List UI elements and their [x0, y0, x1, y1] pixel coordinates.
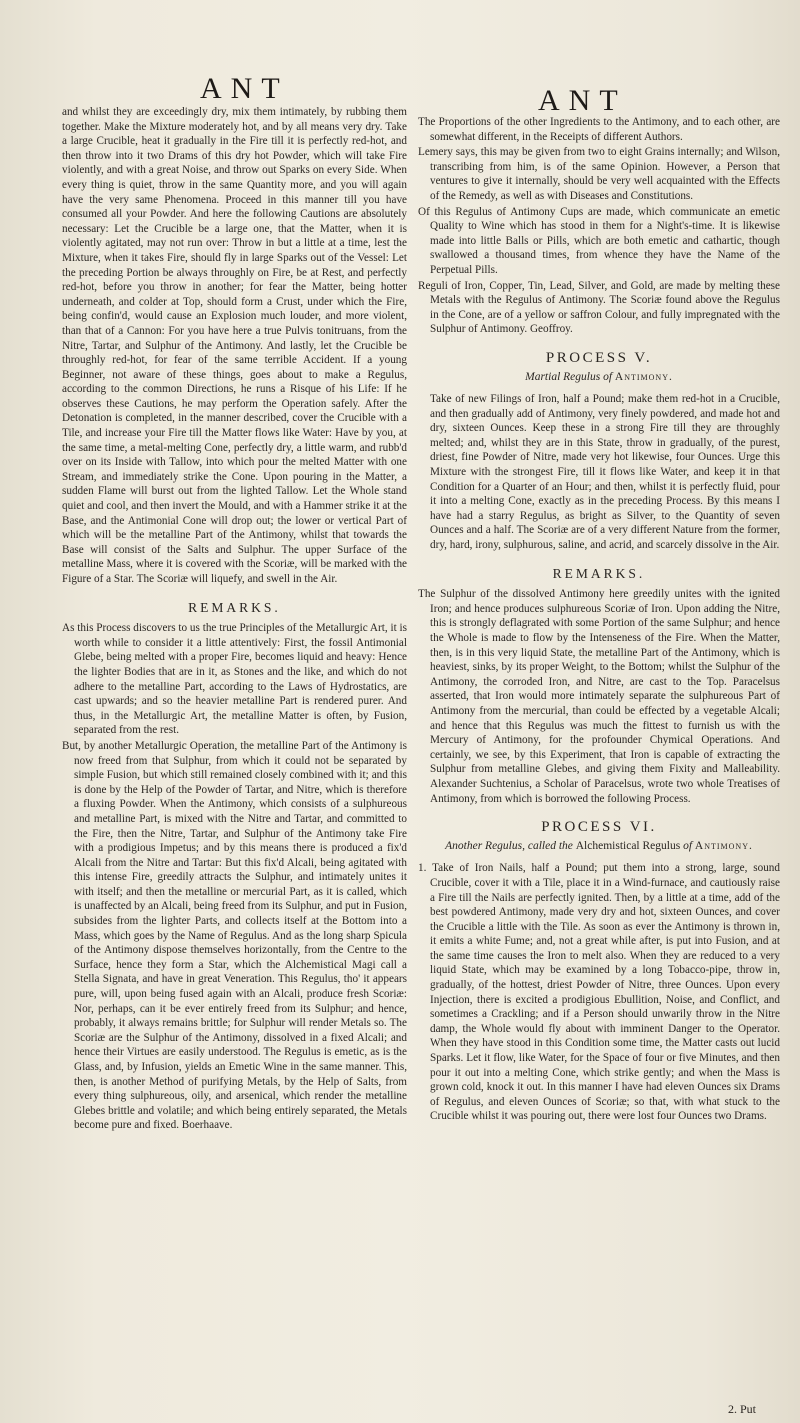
paragraph: Of this Regulus of Antimony Cups are made, which communicate an emetic Quality to Wine which has stood in them for a Night's-time. It is likewise made into little Balls or Pills, which are both emetic and cathartic, though swallowed a thousand times, from whence they have the Name of the Perpetual Pills.	[418, 205, 780, 276]
paragraph: Reguli of Iron, Copper, Tin, Lead, Silver, and Gold, are made by melting these Metals with the Regulus of Antimony. The Scoriæ found above the Regulus in the Cone, are of a yellow or saffron Colour, and fully impregnated with the Sulphur of Antimony. Geoffroy.	[418, 279, 780, 336]
process-6-subtitle-roman: Alchemistical Regulus	[575, 839, 681, 852]
process-5-heading: PROCESS V.	[545, 349, 653, 366]
running-head-right: ANT	[538, 84, 627, 117]
process-6-text: 1. Take of Iron Nails, half a Pound; put them into a strong, large, sound Crucible, cover it with a Tile, place it in a Wind-furnace, and cautiously raise a Fire till the Nails are perfectly ignited. Then, by a little at a time, add of the best powdered Antimony, made very dry and hot, sixteen Ounces, and cover the Crucible a little with the Tile. As soon as ever the Antimony is thrown in, it emits a white Fume; and, not a great while after, is put into Fusion, and at the same time causes the Iron to melt also. When they are reduced to a very liquid State, which may be examined by a long Tobacco-pipe, throw in, gradually, of the hottest, driest Powder of Nitre, three Ounces. Upon every Injection, there is excited a prodigious Ebullition, Noise, and Conflict, and sometimes a Crackling; and if a Person should unwarily throw in the Nitre damp, the Whole would fly about with imminent Danger to the Operator. When they have stood in this Condition some time, the Matter casts out lucid Sparks. Let it flow, like Water, for the Space of four or five Minutes, and then pour it out into a melting Cone, which strike gently; and when the Mass is grown cold, knock it out. In this manner I have had eleven Ounces six Drams of Regulus, and eleven Ounces of Scoriæ; so that, with what stuck to the Crucible whilst it was pouring out, there were lost four Ounces two Drams.	[418, 862, 780, 1123]
process-6-subtitle-text: Another Regulus, called the	[445, 839, 573, 852]
left-column	[62, 105, 407, 1395]
remarks-paragraph: The Sulphur of the dissolved Antimony here greedily unites with the ignited Iron; and hence produces sulphureous Scoriæ of Iron. Upon adding the Nitre, this is strongly deflagrated with some Portion of the same Sulphur; and hence the Whole is made to flow by the Intenseness of the Fire. When the Matter, then, is in this very liquid State, the metalline Part of the Antimony, which is heaviest, sinks, by its proper Weight, to the Bottom; whilst the Sulphur of the Antimony, the corroded Iron, and Nitre, are cast to the Top. Paracelsus asserted, that Iron would more intimately separate the sulphureous Part of Antimony from the mercurial, than could be effected by a vegetable Alcali; and hence that this Regulus was much the fittest to furnish us with the Mercury of Antimony, for the profounder Chymical Operations. And certainly, we see, by this Experiment, that Iron is capable of extracting the Sulphur from metalline Glebes, and giving them Fixity and Malleability. Alexander Suchtenius, a Scholar of Paracelsus, wrote two whole Treatises of Antimony, from which is borrowed the following Process.	[418, 588, 780, 805]
catchword: 2. Put	[727, 1402, 756, 1416]
process-6-heading: PROCESS VI.	[541, 819, 657, 836]
process-continuation: and whilst they are exceedingly dry, mix them intimately, by rubbing them together. Make the Mixture moderately hot, and by all means very dry. Take a large Crucible, heat it gradually in the Fire till it is perfectly red-hot, and then throw into it two Drams of this dry hot Powder, which will take Fire violently, and with a great Noise, and throw out Sparks on every Side. When every thing is quiet, throw in the same Quantity more, and you will again have the very same Phenomena. Proceed in this manner till you have consumed all your Powder. And here the following Cautions are absolutely necessary: Let the Crucible be a large one, that the Matter, when it is violently agitated, may not run over: Throw in but a little at a time, lest the Mixture, when it takes Fire, should fly in large Sparks out of the Vessel: Let the preceding Portion be always throughly on Fire, be at Rest, and perfectly red-hot, before you throw in another; for fear the Matter, being hotter underneath, and colder at Top, should form a Crust, under which the Fire, being confin'd, would cause an Explosion much louder, and more violent, than that of a Cannon: For you have here a true Pulvis tonitruans, from the Nitre, Tartar, and Sulphur of the Antimony. And lastly, let the Crucible be throughly red-hot, for fear of the same terrible Accident. If a young Beginner, not aware of these things, goes about to make a Regulus, according to the common Directions, he runs a Risque of his Life: If he observes these Cautions, he may perform the Operation safely. After the Detonation is completed, in the manner described, cover the Crucible with a Tile, and increase your Fire till the Matter flows like Water: Have by you, at the same time, a metal-melting Cone, perfectly dry, a little warm, and rubb'd over on its Inside with Tallow, into which pour the melted Matter with one Stream, and immediately strike the Cone. Upon pouring in the Matter, a sudden Flame will burst out from the lighted Tallow. Let the Whole stand quiet and cool, and then invert the Mould, and with a Hammer strike it at the Base, and the Antimonial Cone will drop out; the lower or vertical Part of which will be the metalline Part of the Antimony, whilst that towards the Base will consist of the Salts and Sulphur. The upper Surface of the metalline Mass, where it is covered with the Scoriæ, will be marked with the Figure of a Star. The Scoriæ will liquefy, and swell in the Air.	[62, 106, 407, 585]
paragraph: Lemery says, this may be given from two to eight Grains internally; and Wilson, transcribing from him, is of the same Opinion. However, a Person that ventures to give it internally, should be very well acquainted with the Effects of the Remedy, as well as with Diseases and Constitutions.	[418, 146, 780, 202]
process-6-subtitle-of: of	[683, 839, 693, 852]
remarks-paragraph: But, by another Metallurgic Operation, the metalline Part of the Antimony is now freed from that Sulphur, from which it could not be separated by simple Fusion, but which still remained closely combined with it; and this is done by the Help of the Powder of Tartar, and Nitre, which is therefore a fluxing Powder. When the Antimony, which consists of a sulphureous and metalline Part, is mixed with the Nitre and Tartar, and committed to the Fire, then the Nitre, Tartar, and Sulphur of the Antimony take Fire with a prodigious Impetus; and by this means there is produced a fix'd Alcali from the Nitre and Tartar: But this fix'd Alcali, being agitated with this intense Fire, greedily attracts the Sulphur, and intimately unites it with itself; and then the metalline or mercurial Part, as it is called, which is unaffected by an Alcali, being freed from its Sulphur, and put in Fusion, subsides from the lighter Parts, and collects itself at the Bottom into a Mass, which goes by the Name of Regulus. And as the long sharp Spicula of the Antimony dispose themselves horizontally, from the Centre to the Surface, hence they form a Star, which the Alchemistical Magi call a Stella Signata, and have in great Veneration. This Regulus, tho' it appears pure, will, upon being fused again with an Alcali, produce fresh Scoriæ: Nor, perhaps, can it be ever entirely freed from its Sulphur; and hence, probably, it always remains brittle; for Sulphur will render Metals so. The Scoriæ are the Sulphur of the Antimony, dissolved in a fixed Alcali; and hence their Virtues are easily understood. The Regulus is emetic, as is the Glass, and, by Infusion, yields an Emetic Wine in the same manner. This, then, is another Method of purifying Metals, by the Help of Salts, from every thing sulphureous, oily, and arsenical, which render the metalline Glebes brittle and volatile; and which being entirely separated, the Metals become pure and fixed. Boerhaave.	[62, 739, 407, 1132]
remarks-heading: REMARKS.	[552, 565, 646, 581]
right-column	[418, 115, 780, 1410]
process-6-subtitle-smallcaps: Antimony.	[694, 839, 753, 852]
remarks-heading: REMARKS.	[188, 599, 281, 615]
process-6-subtitle	[418, 839, 780, 854]
process-5-subtitle-smallcaps: Antimony.	[614, 370, 673, 383]
running-head-left: ANT	[200, 72, 289, 105]
paragraph: The Proportions of the other Ingredients to the Antimony, and to each other, are somewhat different, in the Receipts of different Authors.	[418, 116, 780, 143]
process-5-subtitle	[418, 370, 780, 385]
process-5-subtitle-text: Martial Regulus of	[525, 370, 613, 383]
process-5-text: Take of new Filings of Iron, half a Pound; make them red-hot in a Crucible, and then gradually add of Antimony, very finely powdered, and made hot and dry, sixteen Ounces. Keep these in a strong Fire till they are throughly melted; and, whilst they are in this State, throw in gradually, of the purest, driest, fine Powder of Nitre, made very hot likewise, four Ounces. Urge this Mixture with the strongest Fire, till it flows like Water, and keep it in that Condition for a Quarter of an Hour; and then, whilst it is perfectly fluid, pour it into a melting Cone, exactly as in the preceding Process. By this means I have had a starry Regulus, as bright as Silver, to the Quantity of seven Ounces and a half. The Scoriæ are of a very different Nature from the former, dry, hard, irony, sulphurous, saline, and acrid, and scarcely dissolve in the Air.	[430, 393, 780, 552]
remarks-paragraph: As this Process discovers to us the true Principles of the Metallurgic Art, it is worth while to consider it a little attentively: First, the fossil Antimonial Glebe, being melted with a proper Fire, becomes liquid and heavy: Hence the lighter Bodies that are in it, as Stones and the like, and which do not adhere to the metalline Part, according to the Laws of Hydrostatics, are cast upwards; and so the heavier metalline Part is rendered purer. And thus, in the Metallurgic Art, the metalline Matter is often, by Fusion, separated from the rest.	[62, 622, 407, 737]
